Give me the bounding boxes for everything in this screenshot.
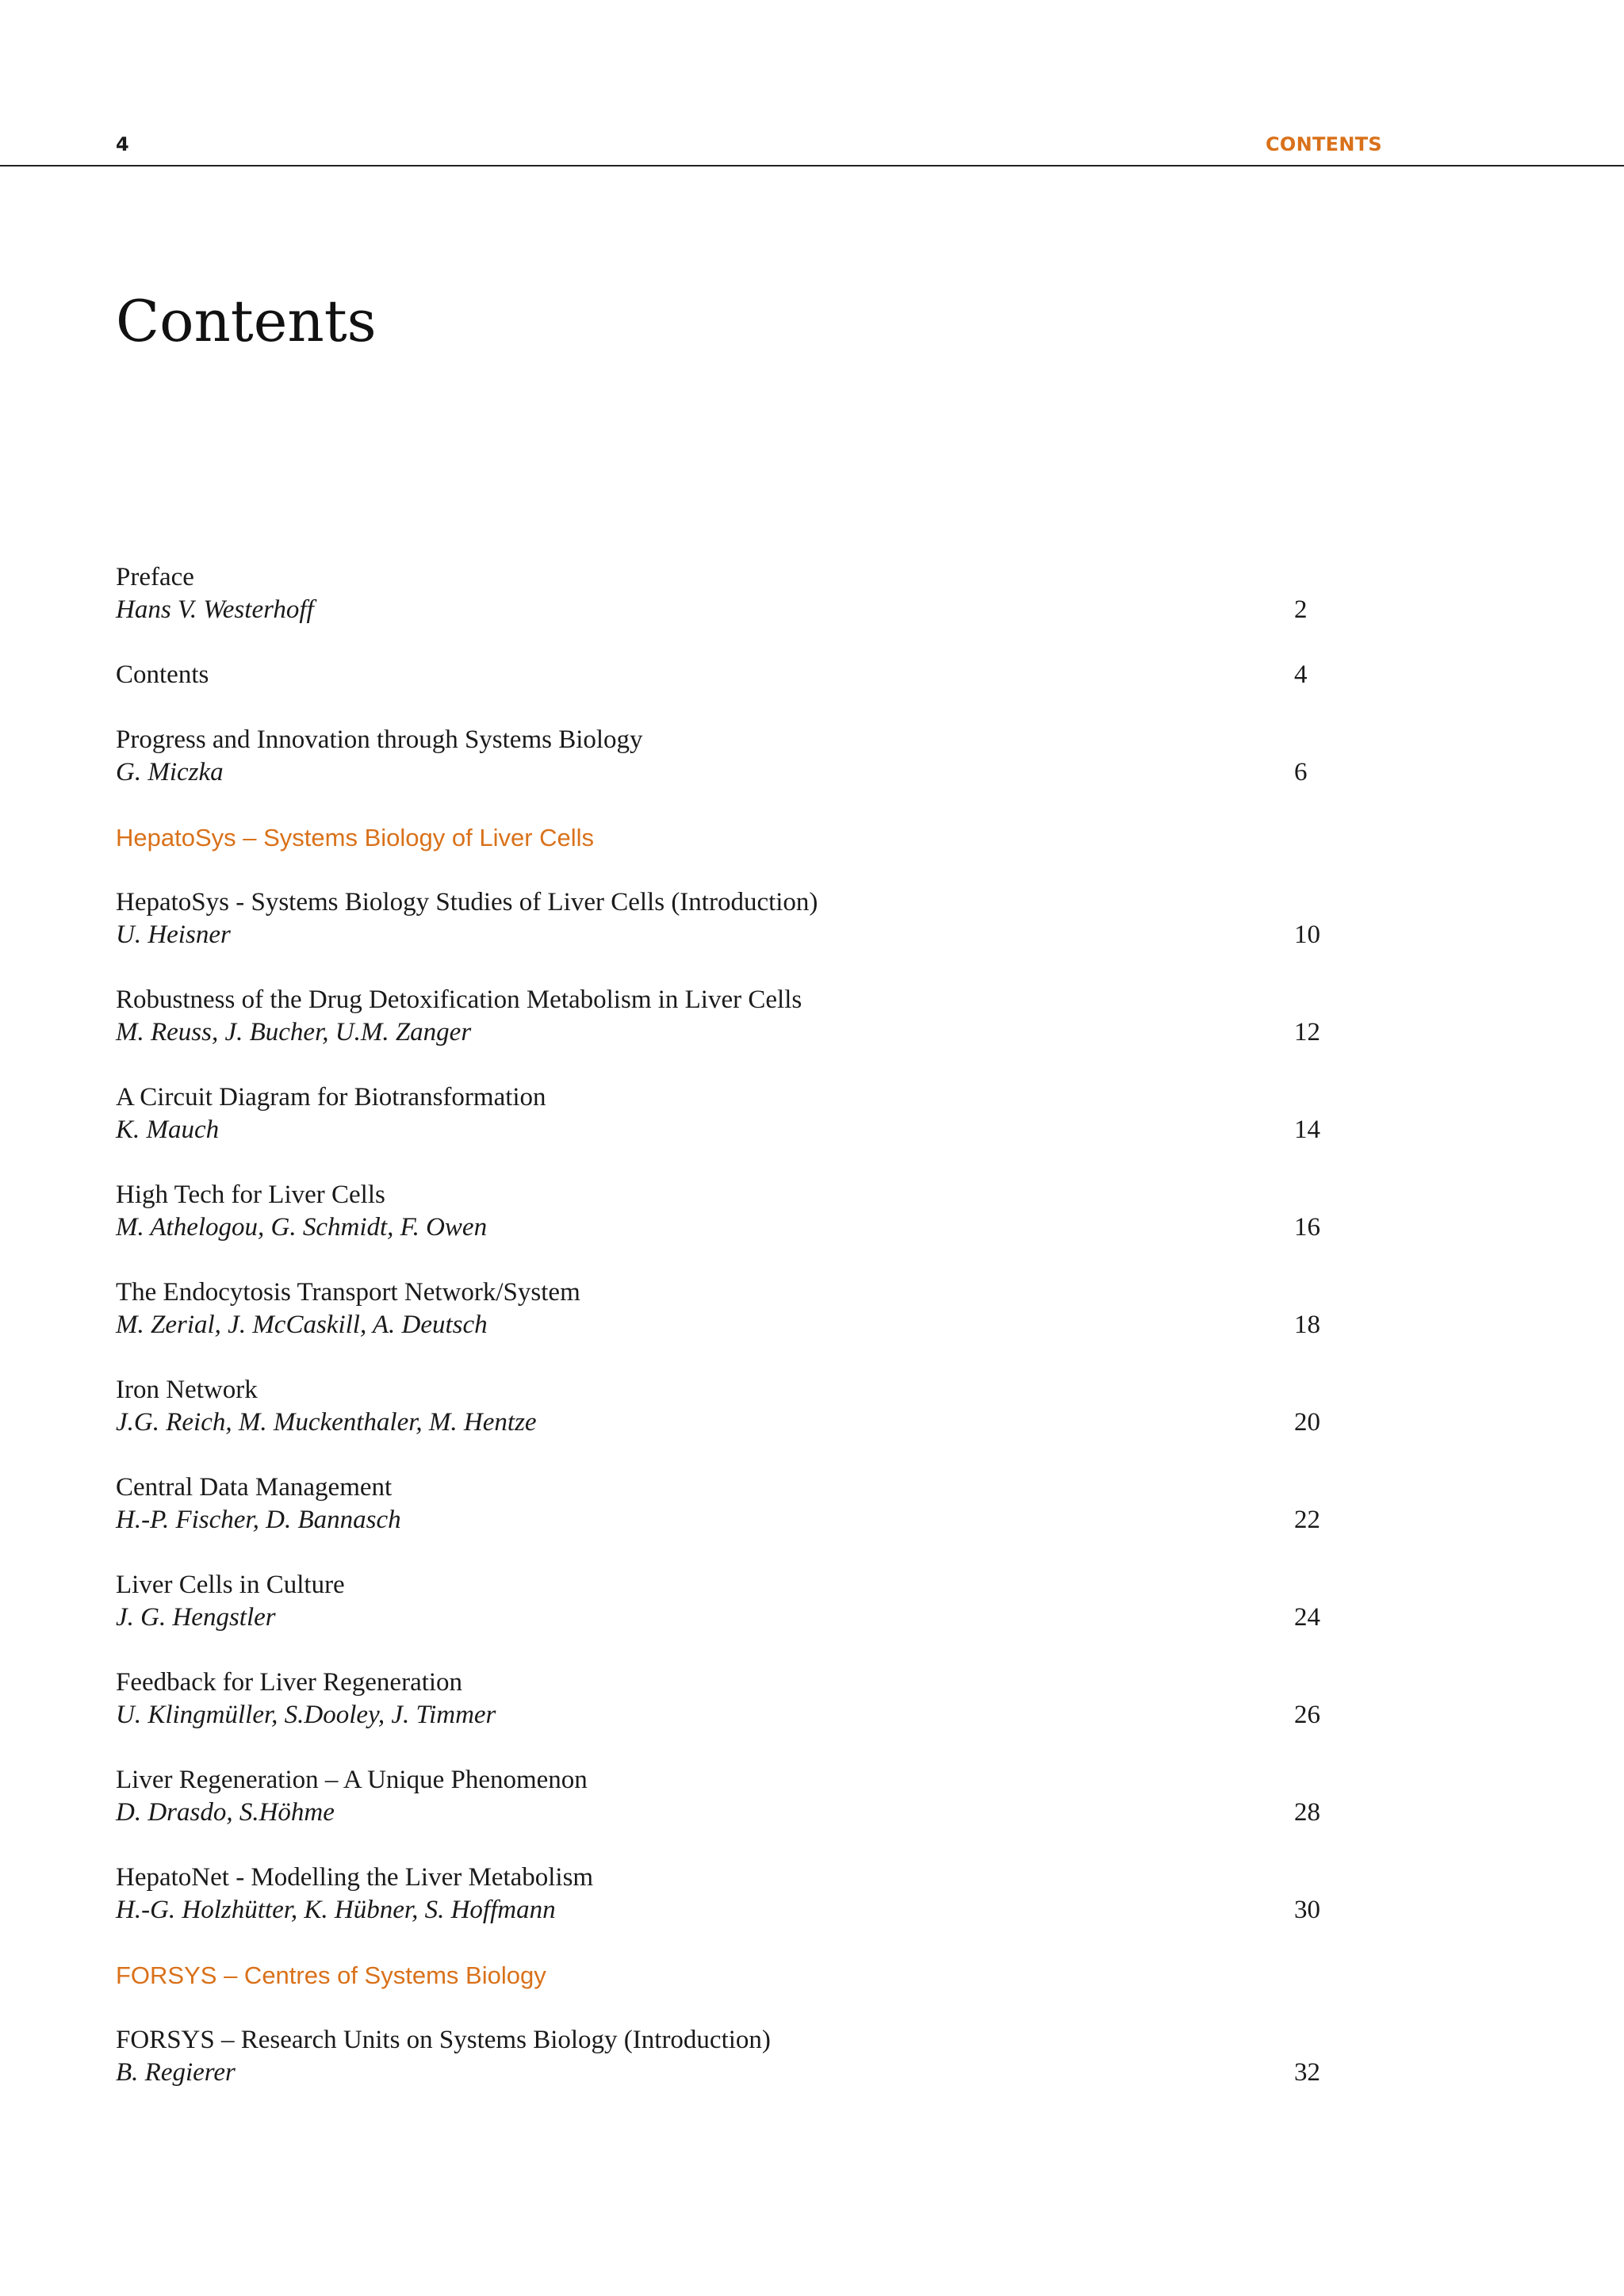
toc-entry-authors: G. Miczka: [116, 758, 224, 786]
toc-entry-page-number: 16: [1294, 1213, 1320, 1242]
toc-entry-title: Central Data Management: [116, 1473, 393, 1502]
toc-entry: [116, 1374, 1353, 1439]
toc-entry: [116, 1471, 1353, 1536]
toc-entry-title: Feedback for Liver Regeneration: [116, 1668, 463, 1697]
toc-entry-authors: K. Mauch: [116, 1115, 220, 1144]
toc-entry-authors: B. Regierer: [116, 2058, 236, 2087]
toc-entry-page-number: 26: [1294, 1701, 1320, 1729]
toc-entry-title: Contents: [116, 660, 209, 689]
toc-section-heading: FORSYS – Centres of Systems Biology: [116, 1961, 546, 1989]
toc-entry-page-number: 6: [1294, 758, 1308, 786]
running-head: CONTENTS: [1266, 133, 1383, 155]
toc-entry: [116, 886, 1353, 951]
page-number: 4: [116, 133, 129, 155]
toc-entry-page-number: 14: [1294, 1115, 1320, 1144]
toc-entry-title: The Endocytosis Transport Network/System: [116, 1278, 580, 1307]
toc-entry-title: A Circuit Diagram for Biotransformation: [116, 1083, 546, 1112]
toc-entry-page-number: 18: [1294, 1311, 1320, 1339]
toc-entry: [116, 1179, 1353, 1244]
toc-entry-authors: D. Drasdo, S.Höhme: [116, 1798, 335, 1827]
toc-entry-title: HepatoSys - Systems Biology Studies of Liver Cells (Introduction): [116, 888, 818, 916]
toc-entry-title: Progress and Innovation through Systems Biology: [116, 725, 643, 754]
toc-entry-page-number: 12: [1294, 1018, 1320, 1047]
toc-entry: [116, 1569, 1353, 1634]
toc-entry: [116, 1276, 1353, 1341]
toc-entry-page-number: 30: [1294, 1896, 1320, 1924]
toc-entry: [116, 1081, 1353, 1146]
toc-entry-authors: Hans V. Westerhoff: [116, 595, 314, 624]
toc-entry-title: Liver Cells in Culture: [116, 1571, 345, 1599]
toc-entry: [116, 561, 1353, 626]
toc-entry-title: Preface: [116, 563, 194, 591]
toc-entry: [116, 1862, 1353, 1927]
toc-entry-authors: M. Zerial, J. McCaskill, A. Deutsch: [116, 1311, 488, 1339]
toc-entry-title: Robustness of the Drug Detoxification Metabolism in Liver Cells: [116, 985, 802, 1014]
toc-entry: [116, 659, 1353, 691]
toc-entry-authors: H.-G. Holzhütter, K. Hübner, S. Hoffmann: [116, 1896, 556, 1924]
toc-entry: [116, 984, 1353, 1049]
toc-entry-page-number: 22: [1294, 1506, 1320, 1534]
toc-entry-title: High Tech for Liver Cells: [116, 1181, 385, 1209]
toc-entry-page-number: 24: [1294, 1603, 1320, 1632]
toc-entry: [116, 724, 1353, 789]
table-of-contents: [116, 561, 1353, 2122]
toc-entry-authors: J. G. Hengstler: [116, 1603, 276, 1632]
toc-entry: [116, 1764, 1353, 1829]
toc-entry-authors: M. Athelogou, G. Schmidt, F. Owen: [116, 1213, 488, 1242]
toc-entry-page-number: 28: [1294, 1798, 1320, 1827]
toc-entry-title: HepatoNet - Modelling the Liver Metabolism: [116, 1863, 594, 1892]
toc-entry-authors: M. Reuss, J. Bucher, U.M. Zanger: [116, 1018, 472, 1047]
toc-entry-page-number: 20: [1294, 1408, 1320, 1437]
page-header: [0, 0, 1624, 166]
page-title: Contents: [116, 288, 377, 354]
toc-entry-page-number: 2: [1294, 595, 1308, 624]
toc-entry-title: FORSYS – Research Units on Systems Biology (Introduction): [116, 2026, 771, 2054]
toc-entry: [116, 2024, 1353, 2089]
toc-entry: [116, 1667, 1353, 1732]
toc-entry-authors: U. Klingmüller, S.Dooley, J. Timmer: [116, 1701, 496, 1729]
toc-entry-authors: U. Heisner: [116, 920, 231, 949]
toc-entry-page-number: 10: [1294, 920, 1320, 949]
toc-section-heading: HepatoSys – Systems Biology of Liver Cells: [116, 824, 595, 851]
toc-entry-title: Liver Regeneration – A Unique Phenomenon: [116, 1766, 588, 1794]
toc-entry-page-number: 4: [1294, 660, 1308, 689]
toc-entry-authors: H.-P. Fischer, D. Bannasch: [116, 1506, 401, 1534]
toc-entry-authors: J.G. Reich, M. Muckenthaler, M. Hentze: [116, 1408, 537, 1437]
toc-entry-page-number: 32: [1294, 2058, 1320, 2087]
toc-entry-title: Iron Network: [116, 1376, 258, 1404]
